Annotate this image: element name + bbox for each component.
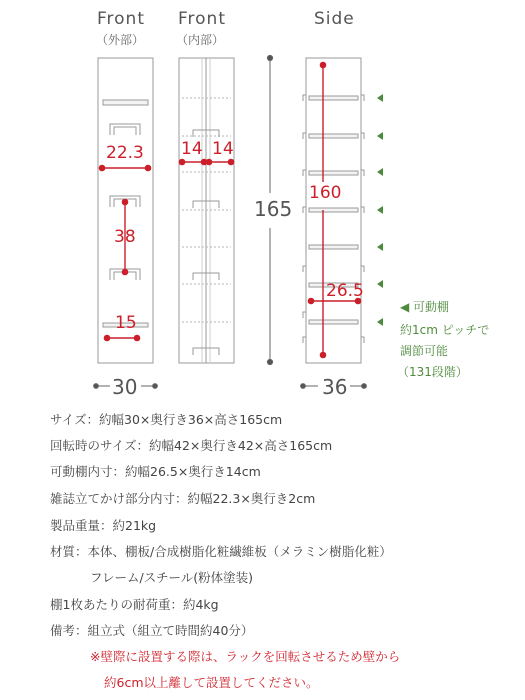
spec-magazine-inner: 雑誌立てかけ部分内寸：約幅22.3×奥行き2cm: [50, 491, 316, 506]
inner-right-label: 14: [212, 139, 234, 159]
legend-line-3: 調節可能: [400, 344, 449, 358]
spec-size: サイズ：約幅30×奥行き36×高さ165cm: [50, 412, 283, 427]
side-depth-label: 36: [322, 375, 348, 399]
spec-notes: 備考：組立式（組立て時間約40分）: [50, 623, 254, 638]
inner-left-label: 14: [181, 139, 203, 159]
legend-line-2: 約1cm ピッチで: [400, 323, 490, 337]
legend-line-4: （131段階）: [397, 365, 468, 379]
spec-shelf-inner: 可動棚内寸：約幅26.5×奥行き14cm: [50, 464, 261, 479]
front-inner-view: [179, 58, 234, 363]
rack-gap-label: 38: [114, 227, 136, 247]
side-title: Side: [314, 9, 355, 29]
spec-rotate-size: 回転時のサイズ：約幅42×奥行き42×高さ165cm: [50, 438, 333, 453]
front-inner-subtitle: （内部）: [176, 33, 225, 47]
bottom-width-label: 15: [115, 313, 137, 333]
spec-warning-1: ※壁際に設置する際は、ラックを回転させるため壁から: [90, 649, 401, 664]
shelf-arrow-icons: [377, 94, 383, 326]
front-outer-subtitle: （外部）: [96, 33, 145, 47]
front-inner-title: Front: [178, 9, 226, 29]
legend-line-1: ◀ 可動棚: [400, 300, 450, 314]
spec-load: 棚1枚あたりの耐荷重：約4kg: [50, 597, 219, 612]
shelf-width-label: 26.5: [326, 281, 364, 301]
spec-warning-2: 約6cm以上離して設置してください。: [104, 675, 319, 690]
spec-material-1: 材質：本体、棚板/合成樹脂化粧繊維板（メラミン樹脂化粧）: [50, 544, 392, 559]
spec-weight: 製品重量：約21kg: [50, 518, 157, 533]
front-width-label: 30: [112, 375, 138, 399]
side-height-label: 160: [309, 183, 342, 203]
spec-material-2: フレーム/スチール(粉体塗装): [90, 570, 253, 585]
total-height-label: 165: [254, 197, 293, 221]
side-view: [303, 58, 364, 363]
magazine-width-label: 22.3: [106, 143, 144, 163]
front-outer-title: Front: [97, 9, 145, 29]
